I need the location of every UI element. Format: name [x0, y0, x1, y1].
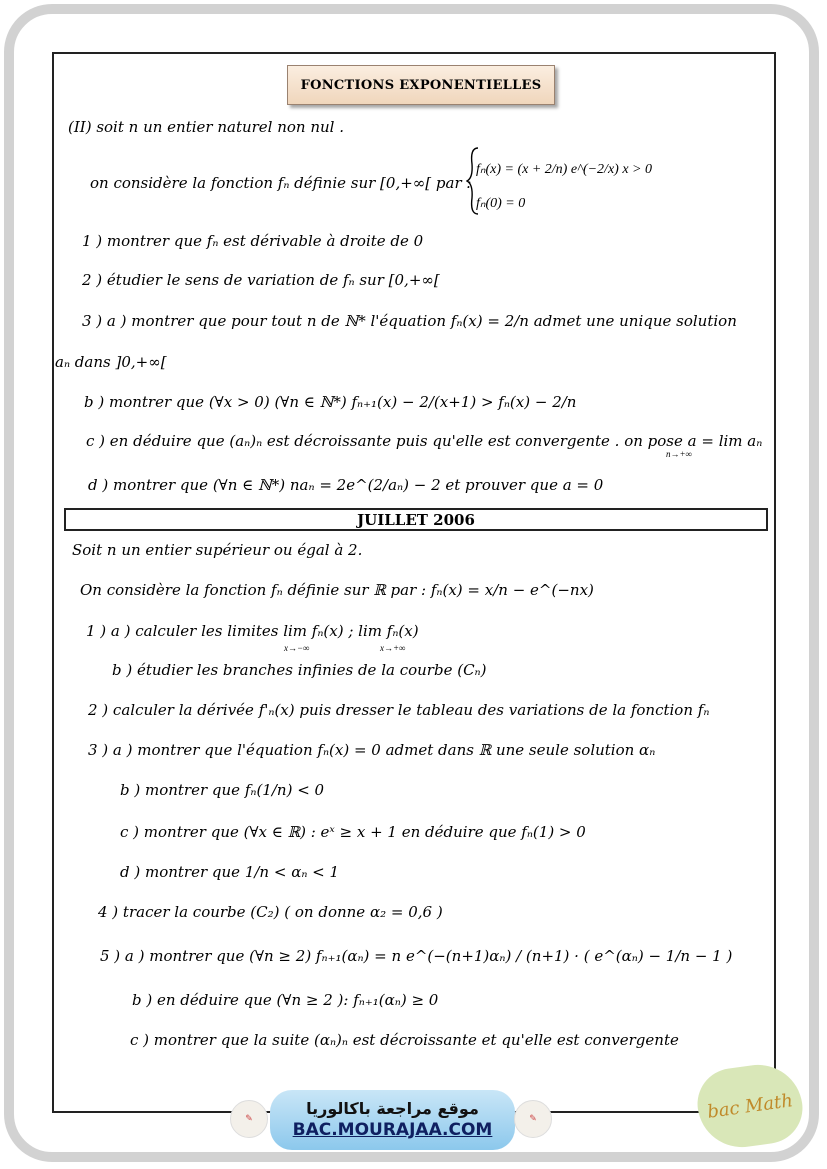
- part3-q2: 2 ) calculer la dérivée f'ₙ(x) puis dresser le tableau des variations de la fonction fₙ: [88, 701, 710, 719]
- footer-link[interactable]: [270, 1090, 515, 1150]
- part3-q3c: c ) montrer que (∀x ∈ ℝ) : eˣ ≥ x + 1 en déduire que fₙ(1) > 0: [120, 823, 586, 841]
- part3-q3b: b ) montrer que fₙ(1/n) < 0: [120, 781, 325, 799]
- part3-q5a: 5 ) a ) montrer que (∀n ≥ 2) fₙ₊₁(αₙ) = n e^(−(n+1)αₙ) / (n+1) · ( e^(αₙ) − 1/n − 1 ): [100, 947, 733, 965]
- footer-url[interactable]: BAC.MOURAJAA.COM: [292, 1120, 493, 1140]
- part3-q5c: c ) montrer que la suite (αₙ)ₙ est décroissante et qu'elle est convergente: [130, 1031, 679, 1049]
- page-title: FONCTIONS EXPONENTIELLES: [287, 65, 555, 105]
- part2-q3a: 3 ) a ) montrer que pour tout n de ℕ* l'équation fₙ(x) = 2/n admet une unique solution: [82, 312, 737, 330]
- part3-q1a: 1 ) a ) calculer les limites lim fₙ(x) ; lim fₙ(x): [86, 622, 419, 640]
- right-logo-icon: ✎: [514, 1100, 552, 1138]
- part3-q1a-lim-1: x→−∞: [284, 643, 310, 653]
- part3-q1b: b ) étudier les branches infinies de la courbe (Cₙ): [112, 661, 487, 679]
- part2-q1: 1 ) montrer que fₙ est dérivable à droite de 0: [82, 232, 424, 250]
- part2-q3d: d ) montrer que (∀n ∈ ℕ*) naₙ = 2e^(2/aₙ) − 2 et prouver que a = 0: [88, 476, 604, 494]
- system-of-equations: [466, 146, 666, 216]
- bac-math-logo-text: bac Math: [705, 1089, 795, 1123]
- left-logo-icon: ✎: [230, 1100, 268, 1138]
- part3-q1a-lim-2: x→+∞: [380, 643, 406, 653]
- part3-q3d: d ) montrer que 1/n < αₙ < 1: [120, 863, 340, 881]
- part2-q2: 2 ) étudier le sens de variation de fₙ sur [0,+∞[: [82, 271, 440, 289]
- part2-definition: on considère la fonction fₙ définie sur [0,+∞[ par :: [90, 174, 472, 192]
- system-line-1: fₙ(x) = (x + 2/n) e^(−2/x) x > 0: [476, 162, 652, 177]
- footer-arabic-text: موقع مراجعة باكالوريا: [306, 1099, 479, 1118]
- part2-q3b: b ) montrer que (∀x > 0) (∀n ∈ ℕ*) fₙ₊₁(x) − 2/(x+1) > fₙ(x) − 2/n: [84, 393, 577, 411]
- part3-intro: Soit n un entier supérieur ou égal à 2.: [72, 541, 363, 559]
- part3-definition: On considère la fonction fₙ définie sur ℝ par : fₙ(x) = x/n − e^(−nx): [80, 581, 594, 599]
- system-line-2: fₙ(0) = 0: [476, 196, 526, 211]
- part2-q3c: c ) en déduire que (aₙ)ₙ est décroissante puis qu'elle est convergente . on pose a = lim aₙ: [86, 432, 763, 450]
- part3-q3a: 3 ) a ) montrer que l'équation fₙ(x) = 0 admet dans ℝ une seule solution αₙ: [88, 741, 656, 759]
- part3-q4: 4 ) tracer la courbe (C₂) ( on donne α₂ = 0,6 ): [98, 903, 443, 921]
- part2-q3c-limit: n→+∞: [666, 449, 692, 459]
- part2-intro: (II) soit n un entier naturel non nul .: [68, 118, 345, 136]
- part3-q5b: b ) en déduire que (∀n ≥ 2 ): fₙ₊₁(αₙ) ≥ 0: [132, 991, 439, 1009]
- section-title: JUILLET 2006: [64, 508, 768, 531]
- part2-q3a-cont: aₙ dans ]0,+∞[: [55, 353, 167, 371]
